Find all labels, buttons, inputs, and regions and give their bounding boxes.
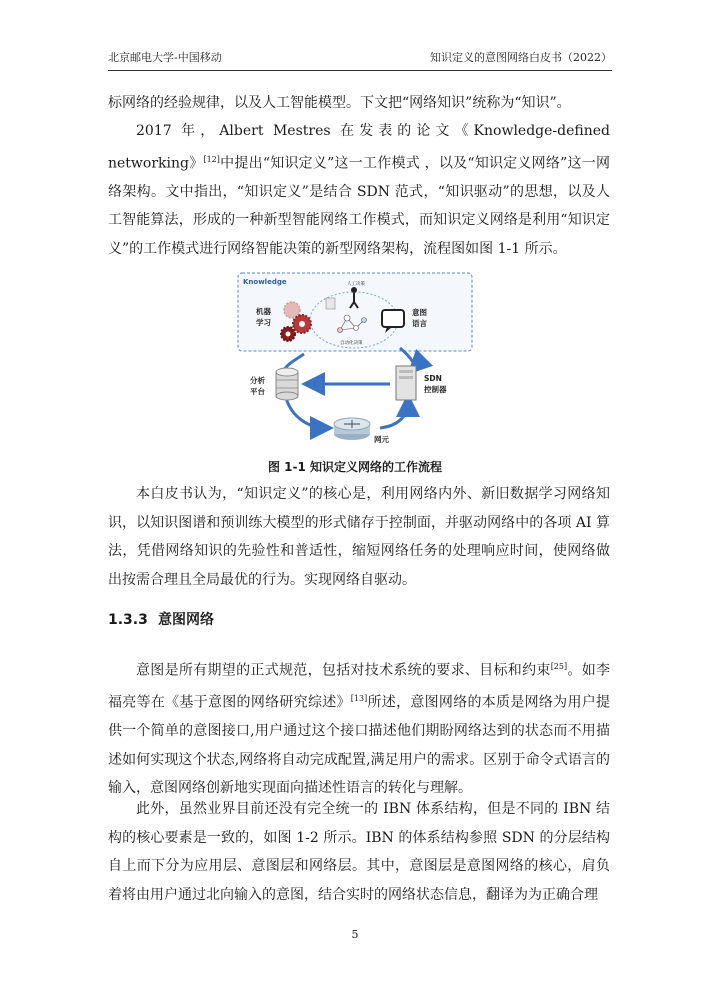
server-icon	[396, 366, 416, 400]
ml-label-1: 机器	[256, 307, 271, 316]
page-number: 5	[351, 928, 359, 941]
page-header-right: 知识定义的意图网络白皮书（2022）	[430, 51, 612, 64]
ml-label-2: 学习	[256, 318, 271, 327]
section-title: 意图网络	[158, 612, 214, 628]
person-icon	[351, 287, 357, 293]
paragraph-text: 所述，意图网络的本质是网络为用户提供一个简单的意图接口,用户通过这个接口描述他们期盼网络达到的状态而不用描述如何实现这个状态,网络将自动完成配置,满足用户的需求。区别于命令式语言的输入，意图网络创新地实现面向描述性语言的转化与理解。	[108, 694, 611, 797]
section-number: 1.3.3	[108, 612, 148, 628]
paragraph-continuation: 标网络的经验规律，以及人工智能模型。下文把“网络知识”统称为“知识”。	[108, 95, 571, 111]
paragraph-text: 2017 年，Albert Mestres 在发表的论文《Knowledge-defined networking》	[108, 123, 610, 172]
paragraph-kdn-origin	[108, 117, 610, 263]
knowledge-label: Knowledge	[243, 278, 287, 286]
sdn-label-1: SDN	[424, 374, 442, 383]
analysis-label-2: 平台	[250, 387, 265, 396]
page-header-left: 北京邮电大学-中国移动	[108, 51, 222, 64]
intent-label-2: 语言	[412, 319, 427, 328]
paragraph-ibn-architecture: 此外，虽然业界目前还没有完全统一的 IBN 体系结构，但是不同的 IBN 结构的核心要素是一致的，如图 1-2 所示。IBN 的体系结构参照 SDN 的分层结构自上而下分为应用层、意图层和网络层。其中，意图层是意图网络的核心，肩负着将由用户通过北向输入的意图，结合实时的网络状态信息，翻译为为正确合理	[108, 801, 610, 903]
citation-ref: [25]	[550, 662, 568, 671]
sdn-label-2: 控制器	[424, 385, 447, 394]
figure-caption: 图 1-1 知识定义网络的工作流程	[267, 460, 443, 474]
paragraph-text: 中提出“知识定义”这一工作模式 ，以及“知识定义网络”这一网络架构。文中指出，“知识定义”是结合 SDN 范式，“知识驱动”的思想，以及人工智能算法，形成的一种新型智能网络工作模式，而知识定义网络是利用“知识定义”的工作模式进行网络智能决策的新型网络架构，流程图如图 1-1 所示。	[108, 155, 610, 257]
human-decision-label: 人工决策	[347, 282, 365, 287]
figure-kdn-workflow	[230, 268, 480, 456]
citation-ref: [12]	[203, 154, 220, 164]
database-icon	[276, 368, 298, 400]
ne-label: 网元	[374, 435, 389, 444]
kdn-diagram	[230, 268, 480, 456]
paragraph-text: 意图是所有期望的正式规范，包括对技术系统的要求、目标和约束	[136, 662, 551, 679]
section-heading	[108, 609, 214, 629]
router-icon	[334, 418, 370, 440]
auto-decision-label: 自动化决策	[340, 341, 363, 346]
paragraph-text: 。如李福亮等在《基于意图的网络研究综述》	[108, 662, 611, 711]
header-rule	[108, 70, 612, 71]
document-icon	[326, 298, 335, 309]
paragraph-intent-definition	[108, 653, 610, 803]
arrow-analysis-to-ne	[286, 398, 325, 428]
analysis-label-1: 分析	[250, 376, 265, 385]
paragraph-knowledge-core: 本白皮书认为，“知识定义”的核心是，利用网络内外、新旧数据学习网络知识，以知识图谱和预训练大模型的形式储存于控制面，并驱动网络中的各项 AI 算法，凭借网络知识的先验性和普适性，缩短网络任务的处理响应时间，使网络做出按需合理且全局最优的行为。实现网络自驱动。	[108, 486, 610, 588]
intent-label-1: 意图	[412, 308, 427, 317]
citation-ref: [13]	[350, 694, 368, 704]
arrow-ne-to-sdn	[380, 402, 408, 428]
